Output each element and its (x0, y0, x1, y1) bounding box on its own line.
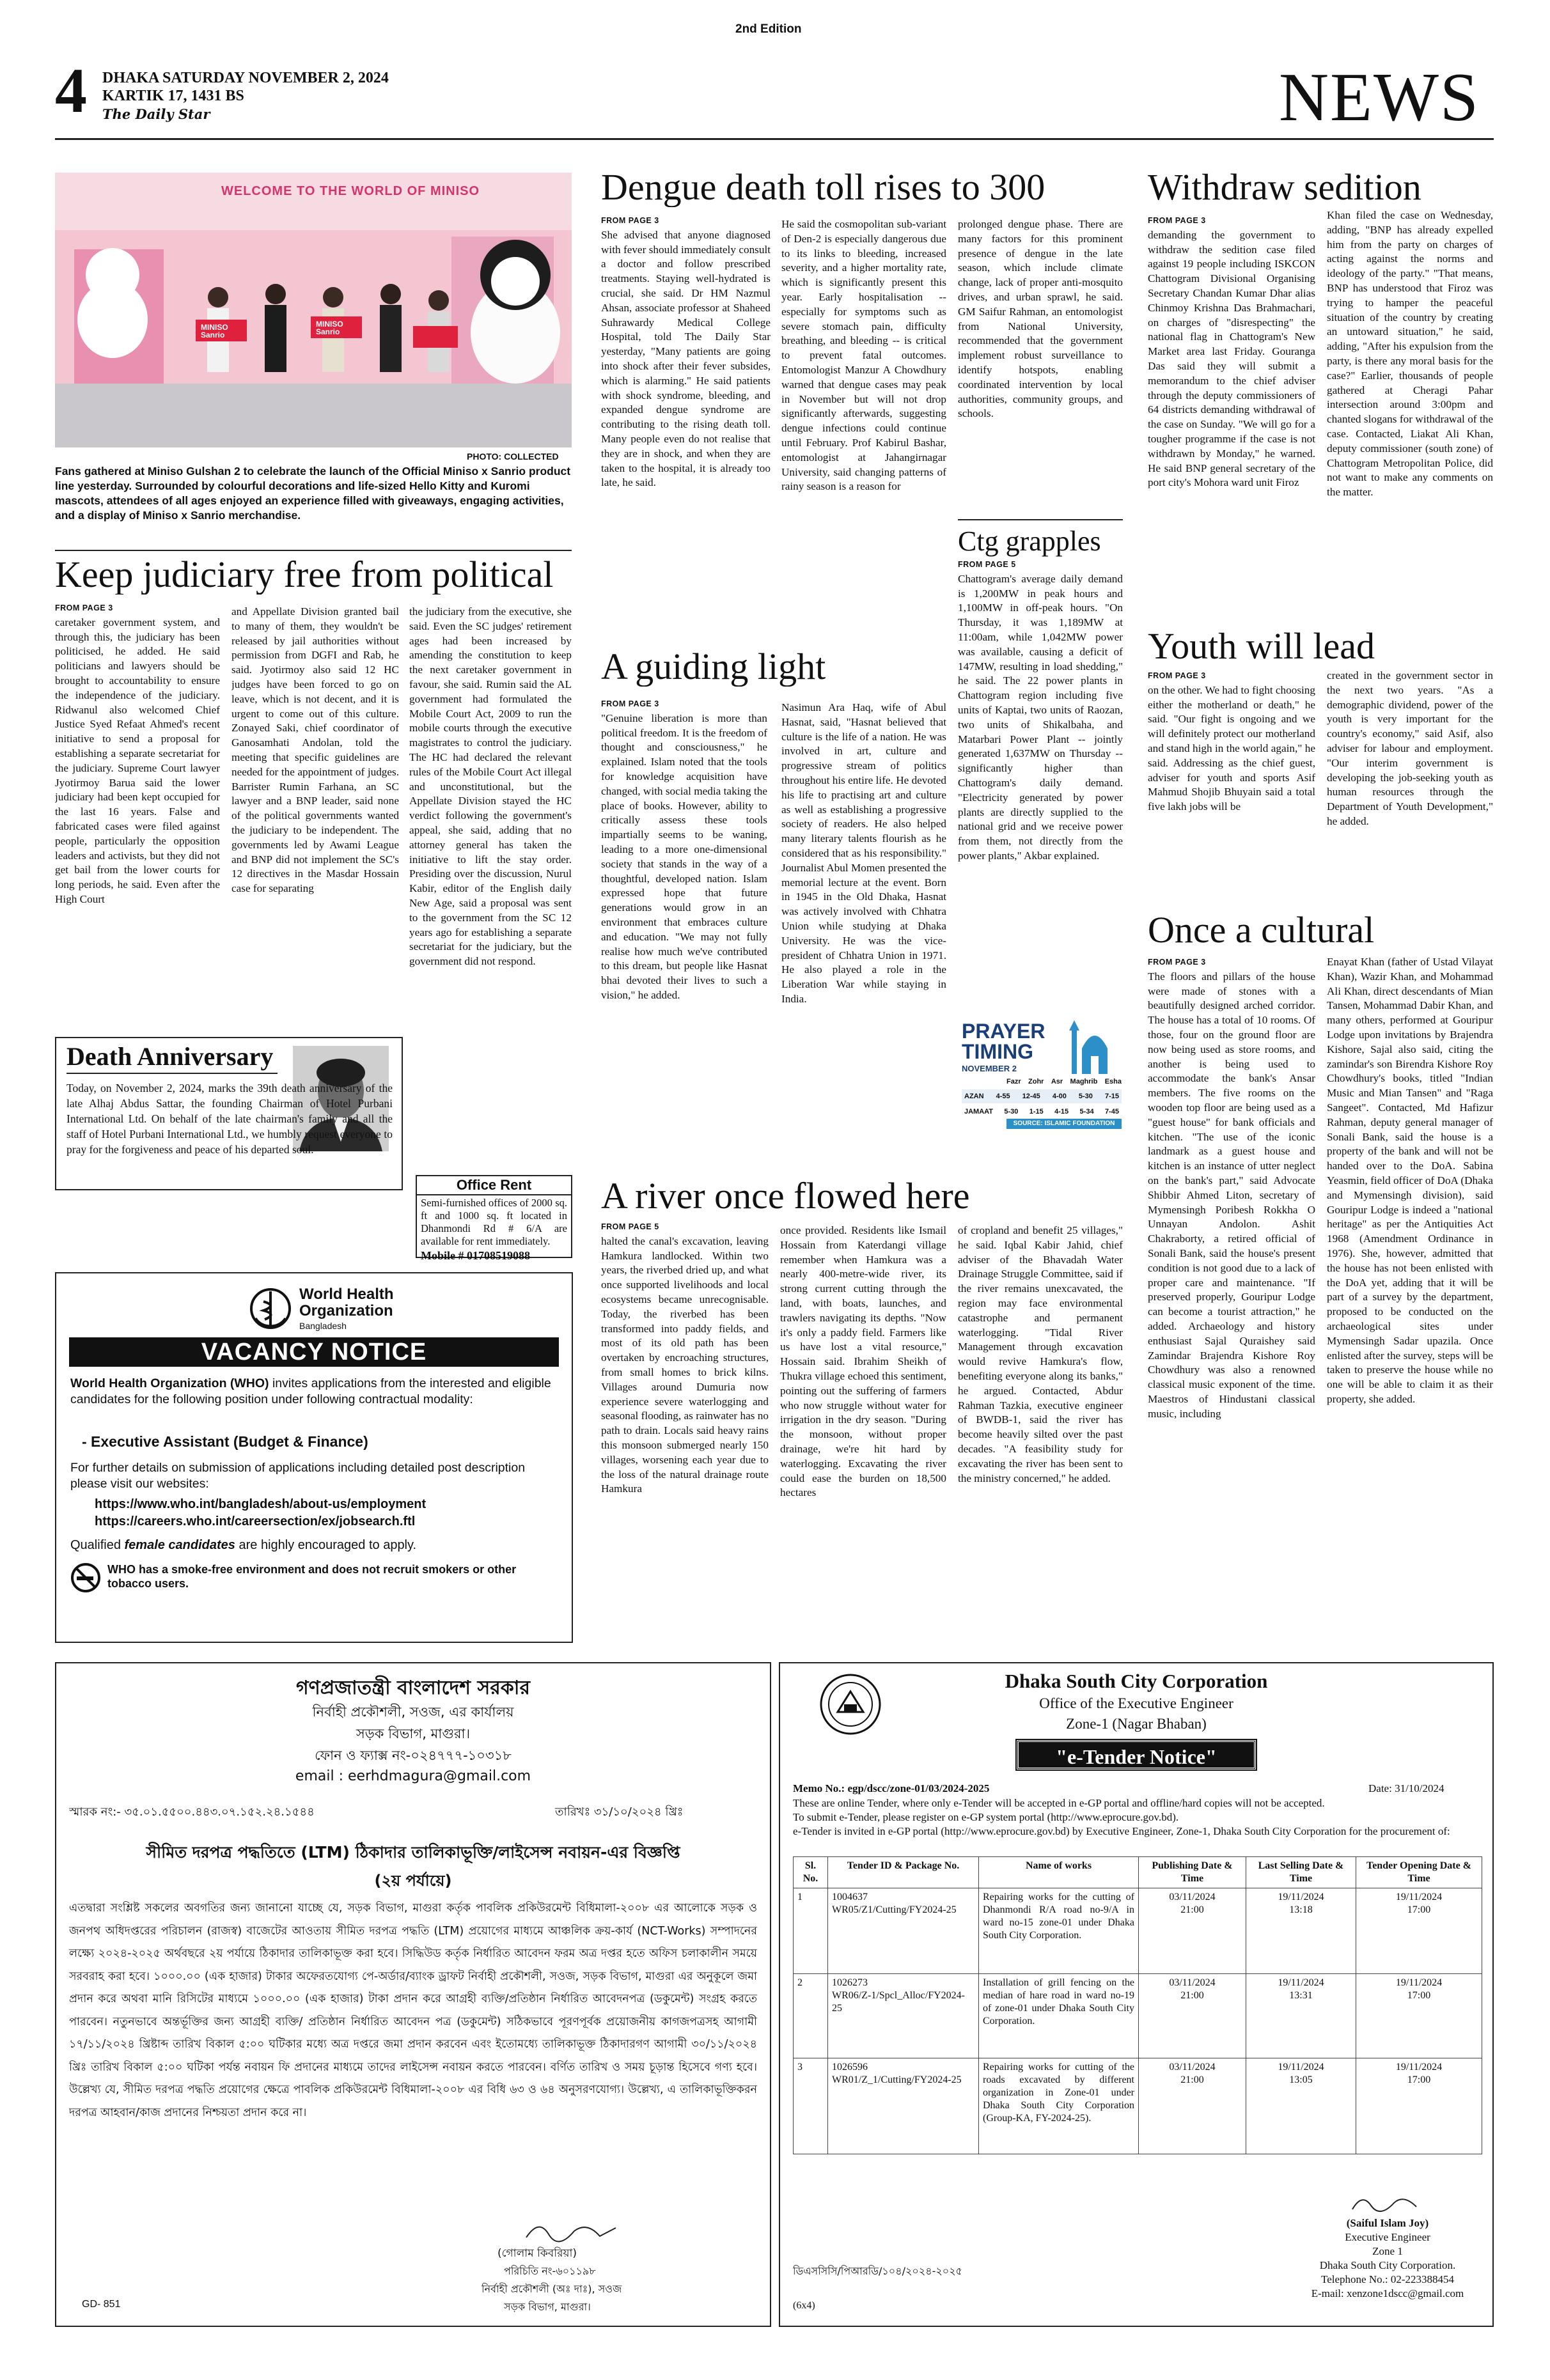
table-row (794, 2058, 1482, 2154)
cell-sell (1246, 2058, 1356, 2154)
sell-time: 13:18 (1289, 1904, 1313, 1915)
from-page: FROM PAGE 3 (601, 216, 659, 225)
ctg-headline: Ctg grapples (958, 525, 1101, 557)
sell-date: 19/11/2024 (1278, 1977, 1324, 1988)
miniso-photo (55, 173, 572, 447)
cell-work: Repairing works for the cutting of Dhanmondi R/A road no-9/A in ward no-15 zone-01 under Dhaka South City Corporation. (979, 1888, 1139, 1974)
azan-time: 7-15 (1104, 1093, 1119, 1100)
azan-time: 4-55 (996, 1093, 1010, 1100)
azan-row (962, 1089, 1122, 1103)
pub-time: 21:00 (1180, 2074, 1204, 2085)
dscc-date: Date: 31/10/2024 (1368, 1782, 1444, 1794)
sell-date: 19/11/2024 (1278, 1892, 1324, 1902)
cell-work: Installation of grill fencing on the median of hare road in ward no-19 of zone-01 under Dhaka South City Corporation. (979, 1974, 1139, 2058)
col-header: Sl. No. (794, 1857, 828, 1888)
who-vacancy-box (55, 1272, 573, 1643)
dscc-sig-zone: Zone 1 (1372, 2245, 1403, 2257)
youth-headline: Youth will lead (1148, 626, 1375, 666)
open-date: 19/11/2024 (1395, 2062, 1443, 2073)
dscc-memo: Memo No.: egp/dscc/zone-01/03/2024-2025 (793, 1782, 990, 1794)
prayer-h: Esha (1104, 1078, 1122, 1085)
who-url-2[interactable]: https://careers.who.int/careersection/ex/jobsearch.ftl (95, 1514, 416, 1528)
open-time: 17:00 (1407, 2074, 1431, 2085)
ctg-col (958, 557, 1123, 999)
sell-time: 13:31 (1289, 1990, 1313, 2001)
cultural-col-2: Enayat Khan (father of Ustad Vilayat Khan), Wazir Khan, and Mohammad Ali Khan, direct descendants of Mian Tansen, Mohammad Dabir Khan, and many others, performed at Gouripur Lodge upon invitations by Brajendra Kishore, Sajal also said, citing the zamindar's son Birendra Kishore Roy Chowdhury's books, titled "Indian Music and Mian Tansen" and "Raga Sangeet". Contacted, Md Hafizur Rahman, deputy general manager of Sonali Bank, said the house is a property of the bank and will not be handed over to the DoA. Sabina Yeasmin, field officer of DoA (Dhaka and Mymensingh division), said Gouripur Lodge is indeed a "national heritage" as per the Antiquities Act 1968 (Amendment Ordinance in 1976). She, however, admitted that the house has not been enlisted with the DoA yet, adding that it will be part of a survey by the department, proposed to be conducted on the archaeological sites under Mymensingh Sadar upazila. Once enlisted after the survey, steps will be taken to preserve the house while no one will be able to claim it as their property, she added. (1327, 956, 1493, 1405)
azan-time: 4-00 (1052, 1093, 1067, 1100)
sedition-col-2: Khan filed the case on Wednesday, adding, "BNP has already expelled him from the party on charges of acting against the norms and ideology of the party." "That means, BNP has understood that Firoz was trying to hamper the peaceful situation of the country by creating an untoward situation," he said, adding, "After his expulsion from the party, is there any moral basis for the case?" Earlier, thousands of people gathered at Cheragi Pahar intersection around 3:00pm and chanted slogans for withdrawal of the case. Contacted, Liakat Ali Khan, deputy commissioner (south zone) of Chattogram Metropolitan Police, did not want to make any comments on the matter. (1327, 209, 1493, 499)
cell-open (1356, 1974, 1482, 2058)
page-number: 4 (55, 55, 87, 126)
death-anniversary-text: Today, on November 2, 2024, marks the 39th death anniversary of the late Alhaj Abdus Sattar, the founding Chairman of Hotel Purbani International Ltd. On behalf of the late chairman's family and all the staff of Hotel Purbani International Ltd., we humbly request everyone to pray for the forgiveness and peace of his departed soul. (67, 1082, 393, 1156)
tender-table (793, 1856, 1482, 2154)
prayer-date: NOVEMBER 2 (962, 1064, 1017, 1073)
no-smoking-icon (70, 1562, 101, 1593)
prayer-title-1: PRAYER (962, 1020, 1045, 1043)
cell-pub (1139, 1974, 1246, 2058)
river-col-2: once provided. Residents like Ismail Hossain from Katerdangi village remember when Hamkura was a nearly 400-metre-wide river, its strong current cutting through the land, with boats, launches, and trawlers navigating its depths. "Now it's only a paddy field. Farmers like us have lost a vital resource," Hossain said. Ibrahim Sheikh of Thukra village echoed this sentiment, pointing out the suffering of farmers who now struggle without water for irrigation in the dry season. "During the monsoon, without proper drainage, we're hit hard by waterlogging. Excavating the river could ease the burden on 18,500 hectares (780, 1224, 946, 1499)
article-text: caretaker government system, and through this, the judiciary has been politicised, he added. He said politicians and lawyers should be brought to accountability to ensure the independence of the judiciary. Ridwanul also welcomed Chief Justice Syed Refaat Ahmed's recent initiative to send a proposal for establishing a separate secretariat for the judiciary. Supreme Court lawyer Jyotirmoy Barua said the lower judiciary had been kept occupied for the last 16 years. False and fabricated cases were filed against people, particularly the opposition leaders and activists, but they did not get bail from the lower courts for long periods, he said. Even after the High Court (55, 616, 220, 905)
cell-sl: 2 (794, 1974, 828, 2058)
who-intro (70, 1376, 560, 1408)
judiciary-col-3: the judiciary from the executive, she said. Even the SC judges' retirement ages had been increased by amending the constitution to keep the next caretaker government in favour, she said. Rumin said the AL government had formulated the Mobile Court Act, 2009 to run the mobile courts through the executive magistrates to control the judiciary. The HC had declared the relevant rules of the Mobile Court Act illegal and unconstitutional, but the Appellate Division stayed the HC verdict following the government's appeal, she said, adding that no attorney general has taken the initiative to lift the stay order. Presiding over the discussion, Nurul Kabir, editor of the English daily New Age, said a proposal was sent to the government from the SC 12 years ago for establishing a separate secretariat for the judiciary, but the government did not respond. (409, 605, 572, 968)
guiding-col-1 (601, 697, 767, 1173)
article-text: The floors and pillars of the house were made of stones with a beautifully designed arched corridor. The house has a total of 10 rooms. Of those, four on the ground floor are now being used as store rooms, and another is being used to accommodate the bank's Ansar members. The five rooms on the wooden top floor are being used as a "guest house" for bank officials and kitchen. "The use of the iconic landmark as a guest house and kitchen is an instance of utter neglect on the bank's part," said Advocate Shibbir Ahmed Liton, secretary of Mymensingh Poribesh Rokkha O Unnayan Andolon. Ashit Chakraborty, a retired official of Sonali Bank, said the house's present condition is not good due to a lack of proper care and maintenance. "If preserved properly, Gouripur Lodge can become a tourist attraction," he added. Archaeology and history enthusiast Sajal Quraishey said Zamindar Brajendra Kishore Roy Chowdhury was also a renowned classical music exponent of the time. Maestros of Hindustani classical music, including (1148, 970, 1315, 1420)
article-text: Chattogram's average daily demand is 1,200MW in peak hours and 1,100MW in off-peak hours. "On Thursday, it was 1,189MW at 11:00am, while 1,042MW power was available, causing a deficit of 147MW, resulting in load shedding," he said. The 22 power plants in Chattogram region including five units of Kaptai, two units of Raozan, two units of Shikalbaha, and Matarbari Power Plant -- jointly generated 1,637MW on Thursday -- significantly higher than Chattogram's daily demand. "Electricity generated by power plants are directly supplied to the national grid and we receive power from them, not directly from the power plants," Akbar explained. (958, 572, 1123, 862)
date-line: DHAKA SATURDAY NOVEMBER 2, 2024 (102, 70, 389, 86)
office-rent-mobile: Mobile # 01708519088 (421, 1249, 530, 1262)
dscc-size: (6x4) (793, 2300, 815, 2311)
sig-name: (গোলাম কিবরিয়া) (497, 2247, 577, 2260)
prayer-headers (1006, 1078, 1122, 1085)
signature-mark (523, 2218, 619, 2244)
cell-sl: 1 (794, 1888, 828, 1974)
guiding-col-2: Nasimun Ara Haq, wife of Abul Hasnat, said, "Hasnat believed that culture is the life of a nation. He was involved in art, culture and progressive stream of politics throughout his entire life. He devoted his life to practising art and culture as well as establishing a progressive society of readers. He also helped many literary talents flourish as he considered that as his responsibility." Journalist Abul Momen presented the memorial lecture at the event. Born in 1945 in the Old Dhaka, Hasnat was actively involved with Chhatra Union while studying at Dhaka University. He was the vice-president of Chhatra Union in 1971. He also played a role in the Liberation War while staying in India. (781, 701, 946, 1005)
from-page: FROM PAGE 3 (1148, 958, 1206, 967)
article-text: on the other. We had to fight choosing either the motherland or death," he said. "Our fight is ongoing and we will definitely protect our motherland and stand high in the world again," he said. Addressing as the chief guest, adviser for youth and sports Asif Mahmud Shojib Bhuyain said a total five lakh jobs will be (1148, 683, 1315, 813)
sig-office: সড়ক বিভাগ, মাগুরা। (504, 2301, 591, 2313)
store-sign: WELCOME TO THE WORLD OF MINISO (221, 184, 480, 198)
paper-logo: The Daily Star (102, 106, 210, 122)
divider (958, 519, 1123, 520)
edition-label: 2nd Edition (735, 22, 802, 36)
prayer-h: Fazr (1006, 1078, 1021, 1085)
col-header: Tender ID & Package No. (828, 1857, 979, 1888)
azan-label: AZAN (964, 1093, 984, 1100)
guiding-headline: A guiding light (601, 647, 826, 687)
open-date: 19/11/2024 (1395, 1892, 1443, 1902)
notice-phone: ফোন ও ফ্যাক্স নং-০২৪৭৭৭-১০৩১৮ (315, 1748, 512, 1763)
prayer-source: SOURCE: ISLAMIC FOUNDATION (1006, 1119, 1122, 1129)
jamaat-time: 4-15 (1054, 1108, 1069, 1116)
masthead-rule (55, 138, 1494, 140)
magura-notice-box (55, 1662, 771, 2327)
azan-time: 12-45 (1022, 1093, 1040, 1100)
river-headline: A river once flowed here (601, 1176, 970, 1216)
sig-title: নির্বাহী প্রকৌশলী (অঃ দাঃ), সওজ (481, 2283, 622, 2295)
judiciary-col-1 (55, 601, 220, 1029)
who-org-line2: Organization (299, 1302, 393, 1319)
notice-subtitle: (২য় পর্যায়ে) (374, 1872, 452, 1890)
from-page: FROM PAGE 5 (601, 1222, 659, 1231)
jamaat-time: 1-15 (1029, 1108, 1044, 1116)
notice-office: নির্বাহী প্রকৌশলী, সওজ, এর কার্যালয় (312, 1704, 514, 1720)
col-header: Last Selling Date & Time (1246, 1857, 1356, 1888)
cell-pub (1139, 1888, 1246, 1974)
mosque-icon (1067, 1016, 1118, 1074)
banner-text: MINISO Sanrio (201, 323, 228, 339)
bangla-date: KARTIK 17, 1431 BS (102, 88, 244, 104)
youth-col-1 (1148, 669, 1315, 905)
sell-time: 13:05 (1289, 2074, 1313, 2085)
dengue-col-3: prolonged dengue phase. There are many factors for this prominent presence of dengue in the late season, which include climate change, lack of proper anti-mosquito drives, and urban sprawl, he said. GM Saifur Rahman, an entomologist from National University, recommended that the government implement robust surveillance to identify hotspots, enabling coordinated intervention by local authorities, community groups, and schools. (958, 218, 1123, 420)
open-time: 17:00 (1407, 1904, 1431, 1915)
dscc-tender-box (779, 1662, 1494, 2327)
death-anniversary-title: Death Anniversary (67, 1042, 274, 1071)
table-header-row (794, 1857, 1482, 1888)
tender-id: 1026596 (832, 2062, 868, 2073)
notice-govt: গণপ্রজাতন্ত্রী বাংলাদেশ সরকার (296, 1677, 530, 1699)
signature-mark (1349, 2191, 1420, 2214)
who-intro-text: invites applications from the interested and eligible candidates for the following position under following contractual modality: (70, 1376, 551, 1406)
judiciary-col-2: and Appellate Division granted bail to many of them, they wouldn't be released by jail authorities without permission from DGFI and Rab, he said. Jyotirmoy also said 12 HC judges have been forced to go on leave, which is not decent, and it is urgent to come out of this culture. Zonayed Saki, chief coordinator of Ganosamhati Andolan, told the meeting that specific guidelines are needed for the appointment of judges. Barrister Rumin Farhana, an SC lawyer and a BNP leader, said none of the political governments wanted the judiciary to be independent. The governments led by Awami League and BNP did not implement the SC's 12 directives in the Masdar Hossain case for separating (231, 605, 399, 895)
death-anniversary-box (55, 1037, 403, 1190)
prayer-timing-box (958, 1016, 1123, 1125)
prayer-h: Zohr (1028, 1078, 1044, 1085)
open-time: 17:00 (1407, 1990, 1431, 2001)
dscc-zone: Zone-1 (Nagar Bhaban) (1066, 1716, 1207, 1732)
dengue-col-2: He said the cosmopolitan sub-variant of Den-2 is especially dangerous due to its links to bleeding, increased severity, and a higher mortality rate, which is significantly present this year. Early hospitalisation -- especially for symptoms such as severe stomach pain, difficulty breathing, and bleeding -- is critical to prevent fatal outcomes. Entomologist Manzur A Chowdhury warned that dengue cases may peak in November but will not drop significantly afterwards, suggesting dengue infections could continue until February. Prof Kabirul Bashar, entomologist at Jahangirnagar University, said changing patterns of rainy season is a reason for (781, 218, 946, 493)
jamaat-time: 5-34 (1079, 1108, 1094, 1116)
river-col-1 (601, 1220, 769, 1643)
dengue-headline: Dengue death toll rises to 300 (601, 167, 1045, 207)
vacancy-banner: VACANCY NOTICE (69, 1337, 559, 1367)
title-rule (67, 1073, 278, 1074)
cell-sell (1246, 1974, 1356, 2058)
from-page: FROM PAGE 3 (601, 699, 659, 708)
tender-id: 1004637 (832, 1892, 868, 1902)
section-title: NEWS (1279, 59, 1480, 136)
dscc-p3: e-Tender is invited in e-GP portal (http://www.eprocure.gov.bd) by Executive Engineer, Zone-1, Dhaka South City Corporation for the procurement of: (793, 1825, 1450, 1837)
cell-sl: 3 (794, 2058, 828, 2154)
open-date: 19/11/2024 (1395, 1977, 1443, 1988)
cell-sell (1246, 1888, 1356, 1974)
dscc-email: E-mail: xenzone1dscc@gmail.com (1311, 2287, 1464, 2299)
notice-division: সড়ক বিভাগ, মাগুরা। (356, 1726, 471, 1741)
pub-time: 21:00 (1180, 1990, 1204, 2001)
dscc-title: Dhaka South City Corporation (1005, 1670, 1268, 1692)
notice-date: তারিখঃ ৩১/১০/২০২৪ খ্রিঃ (555, 1805, 684, 1819)
package-no: WR05/Z1/Cutting/FY2024-25 (832, 1904, 957, 1915)
dscc-sig-title: Executive Engineer (1345, 2231, 1430, 2243)
article-text: She advised that anyone diagnosed with fever should immediately consult a doctor and follow prescribed treatments. Staying well-hydrated is crucial, she said. Dr HM Nazmul Ahsan, associate professor at Shaheed Suhrawardy Medical College Hospital, told The Daily Star yesterday, "Many patients are going into shock after their fever subsides, which is alarming." He said patients with shock syndrome, bleeding, and expanded dengue syndrome are contributing to the rising death toll. Many people even do not realise that they are in shock, and when they are taken to the hospital, it is already too late, he said. (601, 228, 771, 489)
cultural-col-1 (1148, 955, 1315, 1643)
office-rent-text: Semi-furnished offices of 2000 sq. ft and 1000 sq. ft located in Dhanmondi Rd # 6/A are available for rent immediately. (421, 1197, 567, 1247)
jamaat-row (962, 1105, 1122, 1119)
notice-email: email : eerhdmagura@gmail.com (295, 1768, 531, 1784)
article-text: demanding the government to withdraw the sedition case filed against 19 people including ISKCON Chattogram Divisional Organising Secretary Chandan Kumar Dhar alias Chinmoy Krishna Das Brahmachari, on charges of "disrespecting" the national flag in Chattogram's New Market area last Friday. Gouranga Das said they will submit a memorandum to the chief adviser through the deputy commissioners of 64 districts demanding withdrawal of the case on Sunday. "We will go for a tougher programme if the case is not withdrawn by Monday," he warned. He said BNP general secretary of the port city's Mohora ward unit Firoz (1148, 228, 1315, 489)
col-header: Publishing Date & Time (1139, 1857, 1246, 1888)
dengue-col-1 (601, 214, 771, 635)
dscc-p2: To submit e-Tender, please register on e-GP system portal (http://www.eprocure.gov.bd). (793, 1811, 1179, 1823)
photo-credit: PHOTO: COLLECTED (467, 451, 559, 462)
judiciary-headline: Keep judiciary free from political (55, 555, 554, 595)
divider (55, 550, 572, 551)
who-details: For further details on submission of applications including detailed post description please visit our websites: (70, 1461, 526, 1491)
azan-time: 5-30 (1078, 1093, 1093, 1100)
from-page: FROM PAGE 3 (1148, 671, 1206, 680)
prayer-h: Asr (1051, 1078, 1063, 1085)
prayer-h: Maghrib (1070, 1078, 1098, 1085)
cell-work: Repairing works for cutting of the roads excavated by different organization in Zone-01 under Dhaka South City Corporation (Group-KA, FY-2024-25). (979, 2058, 1139, 2154)
package-no: WR06/Z-1/Spcl_Alloc/FY2024-25 (832, 1990, 965, 2014)
jamaat-label: JAMAAT (964, 1108, 994, 1116)
dscc-ref: ডিএসসিসি/পিআরডি/১০৪/২০২৪-২০২৫ (793, 2265, 962, 2277)
who-position: - Executive Assistant (Budget & Finance) (82, 1433, 368, 1450)
who-org-line3: Bangladesh (299, 1321, 347, 1331)
table-row (794, 1888, 1482, 1974)
cell-pub (1139, 2058, 1246, 2154)
sedition-headline: Withdraw sedition (1148, 167, 1421, 207)
pub-date: 03/11/2024 (1169, 2062, 1216, 2073)
pub-date: 03/11/2024 (1169, 1892, 1216, 1902)
cultural-headline: Once a cultural (1148, 910, 1375, 950)
sell-date: 19/11/2024 (1278, 2062, 1324, 2073)
photo-caption: Fans gathered at Miniso Gulshan 2 to celebrate the launch of the Official Miniso x Sanrio product line yesterday. Surrounded by colourful decorations and life-sized Hello Kitty and Kuromi mascots, attendees of all ages enjoyed an experience filled with giveaways, engaging activities, and a display of Miniso x Sanrio merchandise. (55, 465, 571, 522)
who-logo-icon (248, 1286, 293, 1331)
river-col-3: of cropland and benefit 25 villages," he said. Iqbal Kabir Jahid, chief adviser of the Bhavadah Water Drainage Struggle Committee, said if the river remains unexcavated, the region may face environmental catastrophe and permanent waterlogging. "Tidal River Management through excavation would revive Hamkura's flow, benefiting everyone along its banks," he argued. Contacted, Abdur Rahman Tazkia, executive engineer of BWDB-1, said the river has become heavily silted over the past decades. "A feasibility study for excavating the river has been sent to the ministry concerned," he added. (958, 1224, 1123, 1484)
pub-time: 21:00 (1180, 1904, 1204, 1915)
cell-id (828, 2058, 979, 2154)
notice-title: সীমিত দরপত্র পদ্ধতিতে (LTM) ঠিকাদার তালিকাভূক্তি/লাইসেন্স নবায়ন-এর বিজ্ঞপ্তি (146, 1843, 680, 1862)
who-qualified (70, 1538, 416, 1553)
who-smoke-free: WHO has a smoke-free environment and does not recruit smokers or other tobacco users. (107, 1563, 517, 1590)
cell-open (1356, 1888, 1482, 1974)
dscc-tel: Telephone No.: 02-223388454 (1321, 2273, 1454, 2285)
who-url-1[interactable]: https://www.who.int/bangladesh/about-us/employment (95, 1497, 427, 1511)
tender-id: 1026273 (832, 1977, 868, 1988)
pub-date: 03/11/2024 (1169, 1977, 1216, 1988)
from-page: FROM PAGE 3 (55, 603, 113, 612)
prayer-title-2: TIMING (962, 1040, 1033, 1063)
cell-id (828, 1888, 979, 1974)
who-org-line1: World Health (299, 1286, 394, 1303)
sig-id: পরিচিতি নং-৬০১১৯৮ (504, 2265, 596, 2277)
from-page: FROM PAGE 3 (1148, 216, 1206, 225)
from-page: FROM PAGE 5 (958, 560, 1016, 569)
photo-illustration (55, 173, 572, 447)
article-text: "Genuine liberation is more than political freedom. It is the freedom of thought and consciousness," he explained. Islam noted that the tools for knowledge acquisition have changed, with social media taking the place of books. However, ability to critically assess these tools impartially seems to be waning, leading to a more one-dimensional society that stands in the way of a thoughtful, developed nation. Islam expressed hope that future generations would grow in an environment that embraces culture and education. "We may not fully realise how much we've contributed to this dream, but people like Hasnat bhai devoted their lives to such a vision," he added. (601, 712, 767, 1001)
cell-id (828, 1974, 979, 2058)
package-no: WR01/Z_1/Cutting/FY2024-25 (832, 2074, 962, 2085)
who-intro-bold: World Health Organization (WHO) (70, 1376, 269, 1390)
jamaat-time: 7-45 (1104, 1108, 1119, 1116)
dscc-office: Office of the Executive Engineer (1039, 1695, 1233, 1711)
office-rent-title: Office Rent (417, 1176, 571, 1195)
jamaat-time: 5-30 (1004, 1108, 1019, 1116)
col-header: Name of works (979, 1857, 1139, 1888)
dscc-sig-org: Dhaka South City Corporation. (1319, 2259, 1456, 2271)
dscc-sig-name: (Saiful Islam Joy) (1346, 2217, 1429, 2229)
col-header: Tender Opening Date & Time (1356, 1857, 1482, 1888)
notice-memo: স্মারক নং:- ৩৫.০১.৫৫০০.৪৪৩.০৭.১৫২.২৪.১৫৪৪ (69, 1805, 315, 1819)
dscc-p1: These are online Tender, where only e-Tender will be accepted in e-GP portal and offline/hard copies will not be accepted. (793, 1797, 1325, 1809)
article-text: halted the canal's excavation, leaving Hamkura landlocked. Within two years, the riverbed dried up, and what once supported livelihoods and local ecosystems became unrecognisable. Today, the riverbed has been transformed into paddy fields, and most of its old path has been overtaken by encroaching structures, from small homes to brick kilns. Villages around Dumuria now experience severe waterlogging and seasonal flooding, as rainwater has no path to drain. Locals said heavy rains this monsoon submerged nearly 150 villages, worsening each year due to the loss of the natural drainage route Hamkura (601, 1234, 769, 1495)
gd-number: GD- 851 (82, 2299, 121, 2310)
etender-banner: "e-Tender Notice" (1017, 1740, 1256, 1769)
sedition-col-1 (1148, 214, 1315, 623)
who-q-em: female candidates (124, 1538, 235, 1552)
office-rent-box (416, 1175, 572, 1262)
banner-text-2: MINISO Sanrio (316, 320, 343, 336)
notice-body: এতদ্বারা সংশ্লিষ্ট সকলের অবগতির জন্য জানানো যাচ্ছে যে, সড়ক বিভাগ, মাগুরা কর্তৃক পাবলিক প্রকিউরমেন্ট বিধিমালা-২০০৮ এর আলোকে সড়ক ও জনপথ অধিদপ্তরের পরিচালন (রাজস্ব) বাজেটের আওতায় সীমিত দরপত্র পদ্ধতি (LTM) প্রয়োগের মাধ্যমে আঞ্চলিক ক্রয়-কার্য (NCT-Works) সম্পাদনের লক্ষ্যে ২০২৪-২০২৫ অর্থবছরে ২য় পর্যায়ে ঠিকাদার তালিকাভূক্ত করা হবে। সিদ্ধিউড কর্তৃক নির্ধারিত আবেদন ফরম অত্র দপ্তর হতে অফিস চলাকালীন সময়ে সরবরাহ করা হবে। ১০০০.০০ (এক হাজার) টাকার অফেরতযোগ্য পে-অর্ডার/ব্যাংক ড্রাফট নির্বাহী প্রকৌশলী, সওজ, সড়ক বিভাগ, মাগুরা এর অনুকূলে জমা প্রদান করে অথবা মানি রিসিটের মাধ্যমে ১০০০.০০ (এক হাজার) টাকা প্রদান করে আগ্রহী ব্যক্তি/প্রতিষ্ঠান নির্ধারিত আবেদনপত্র (ডকুমেন্ট) সংগ্রহ করতে পারবেন। নতুনভাবে অন্তর্ভূক্তির জন্য আগ্রহী ব্যক্তি/ প্রতিষ্ঠান নির্ধারিত আবেদন পত্র (ডকুমেন্ট) সঠিকভাবে পূরণপূর্বক প্রয়োজনীয় কাগজপত্রসহ আগামী ১৭/১১/২০২৪ খ্রিষ্টাব্দ তারিখ বিকাল ৫:০০ ঘটিকার মধ্যে অত্র দপ্তরে জমা প্রদান করবেন এবং ইতোমধ্যে তালিকাভূক্ত ঠিকাদারগণ আগামী ৩০/১১/২০২৪ খ্রিঃ তারিখ বিকাল ৫:০০ ঘটিকা পর্যন্ত নবায়ন ফি প্রদানের মাধ্যমে তাদের লাইসেন্স নবায়ন করতে পারবেন। বর্ণিত তারিখ ও সময় চূড়ান্ত হিসেবে গণ্য হবে। উল্লেখ্য যে, সীমিত দরপত্র পদ্ধতি প্রয়োগের ক্ষেত্রে পাবলিক প্রকিউরমেন্ট বিধিমালা-২০০৮ এর বিধি ৬৩ ও ৬৪ অনুসরণযোগ্য। উল্লেখ্য, এ তালিকাভূক্তিকরন দরপত্র আহবান/কাজ প্রদানের নিশ্চয়তা প্রদান করে না। (69, 1902, 757, 2119)
table-row (794, 1974, 1482, 2058)
youth-col-2: created in the government sector in the next two years. "As a demographic dividend, power of the youth is very important for the country's economy," said Asif, also adviser for labour and employment. "Our interim government is developing the job-seeking youth as human resources through the Department of Youth Development," he added. (1327, 669, 1493, 827)
cell-open (1356, 2058, 1482, 2154)
who-q-post: are highly encouraged to apply. (235, 1538, 417, 1552)
who-q-pre: Qualified (70, 1538, 125, 1552)
